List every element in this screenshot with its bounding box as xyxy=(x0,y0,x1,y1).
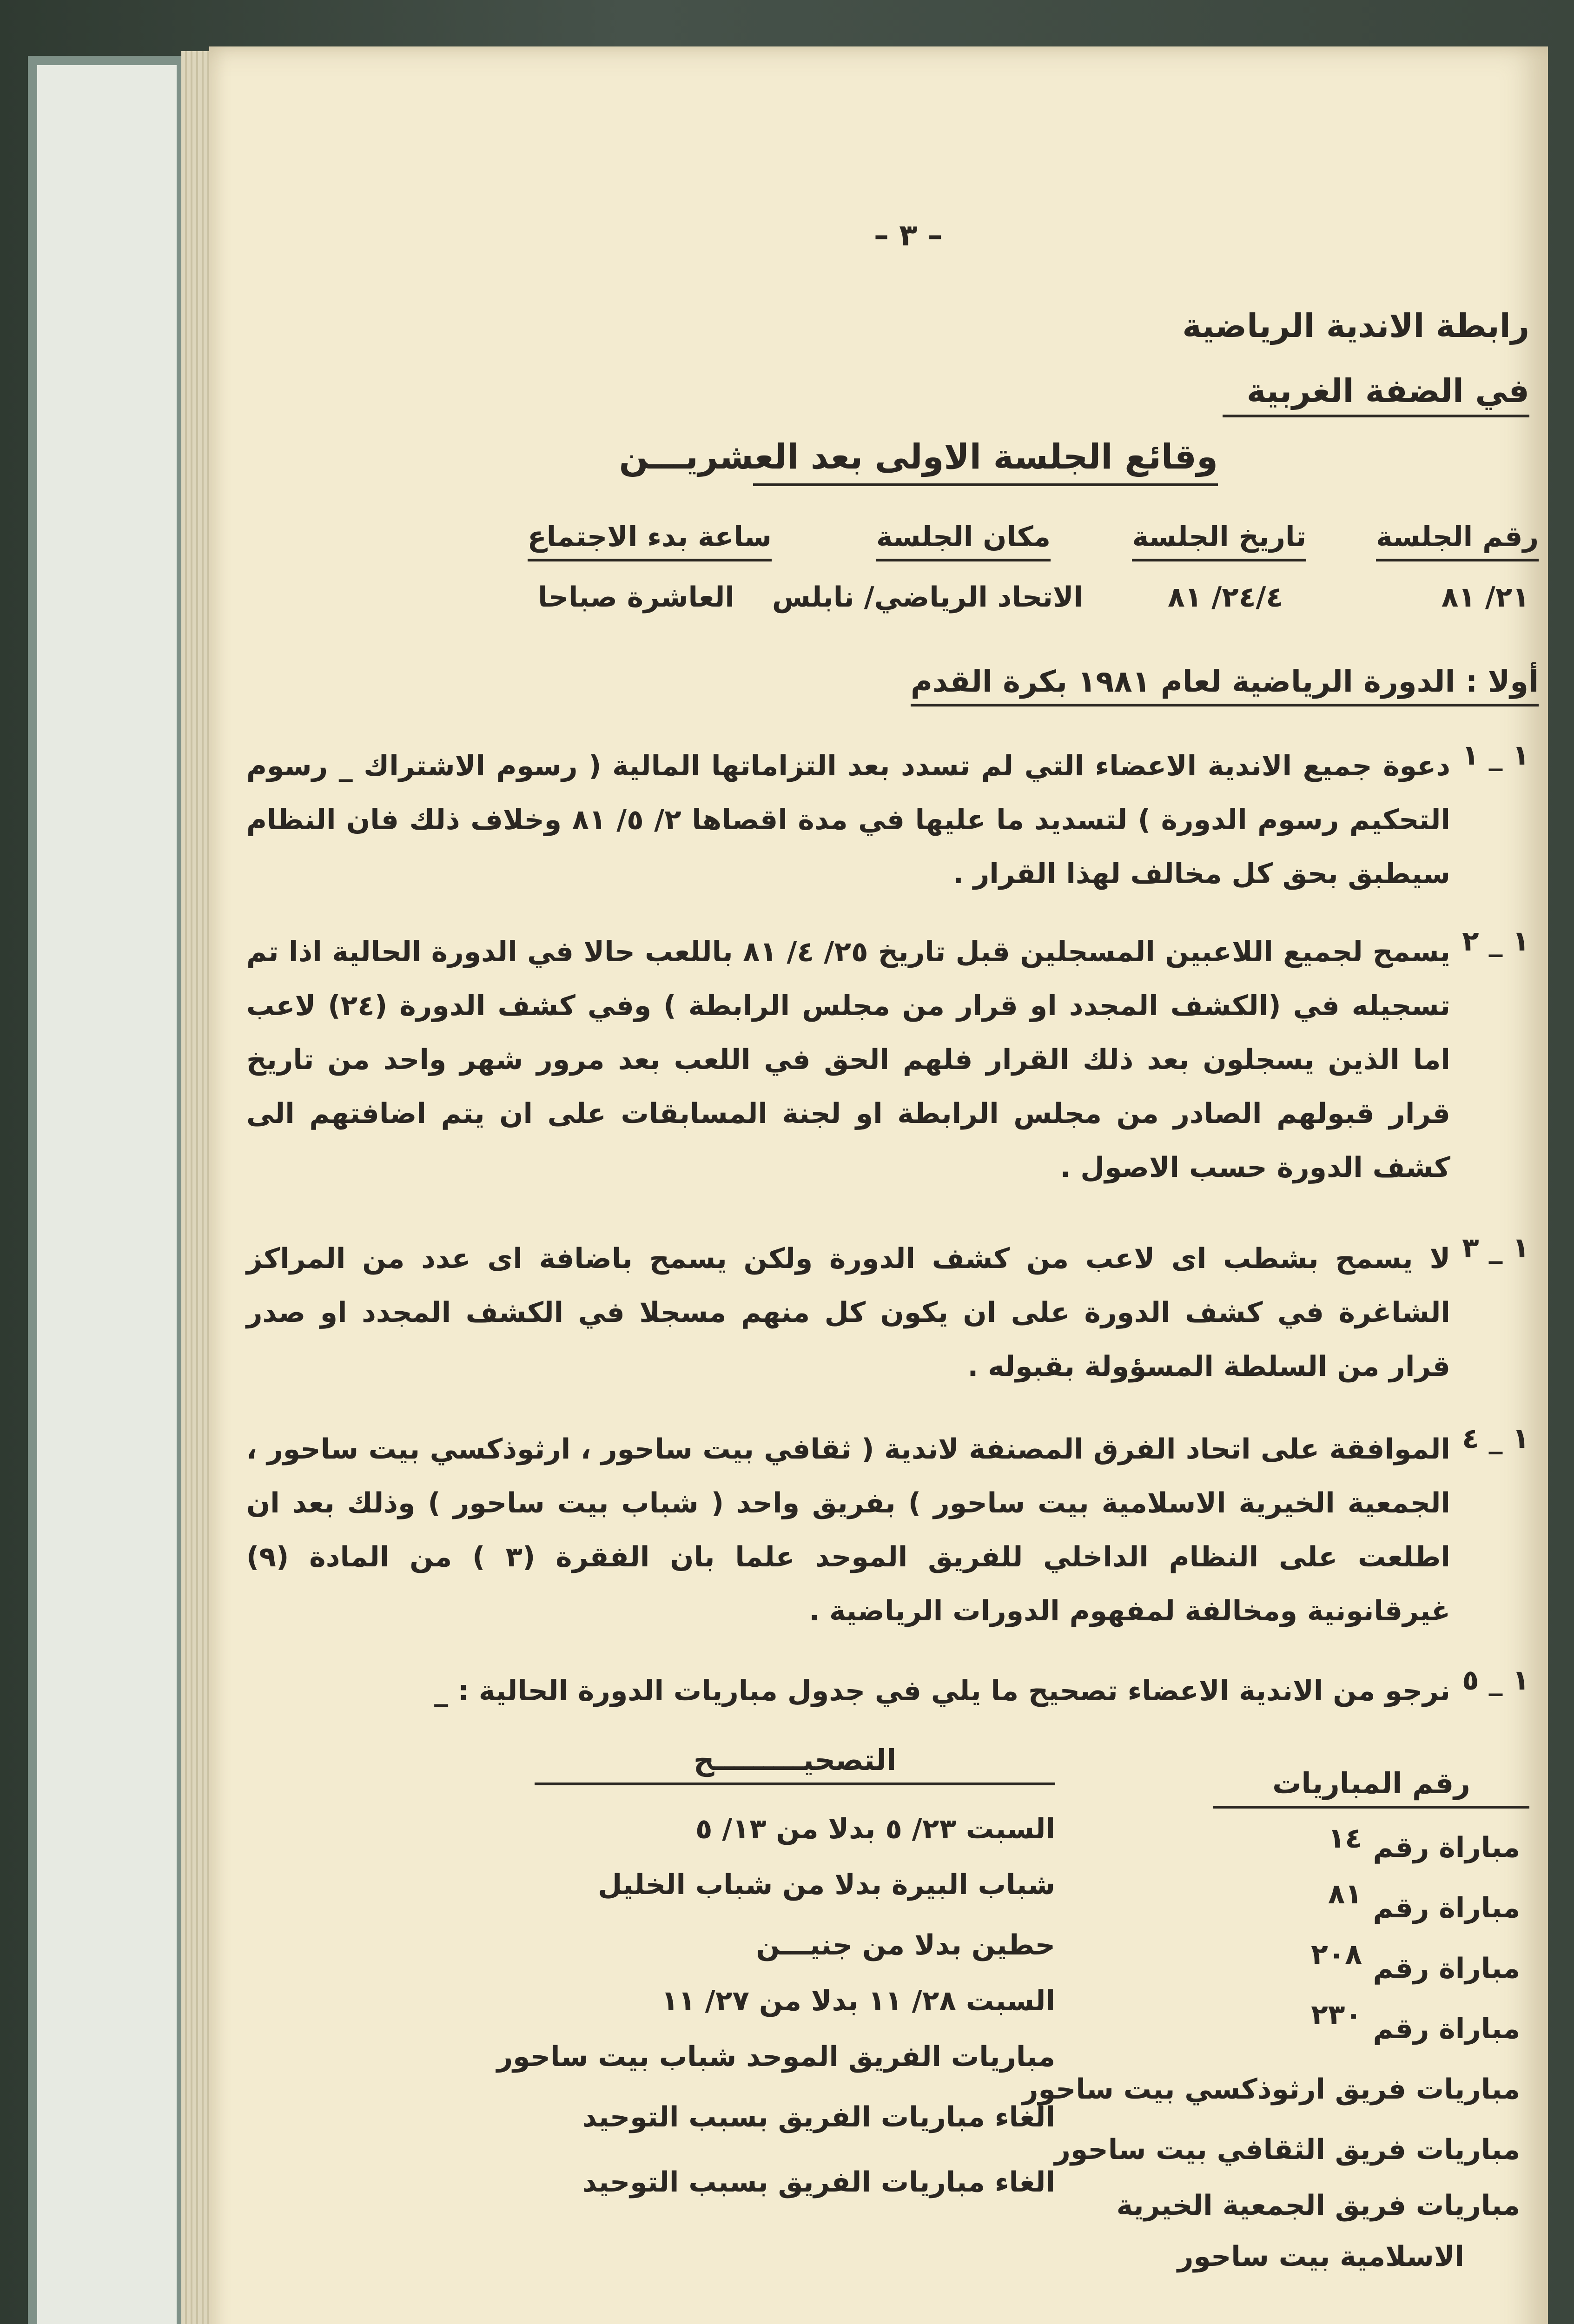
match-label: مباراة رقم xyxy=(1373,1952,1520,1985)
session-number-value: ٢١/ ٨١ xyxy=(1441,581,1529,614)
col-header-session-date: تاريخ الجلسة xyxy=(1132,521,1306,561)
section-title xyxy=(911,665,1539,699)
col-header-matches: رقم المباريات xyxy=(1213,1766,1529,1809)
item-text: نرجو من الاندية الاعضاء تصحيح ما يلي في جدول مباريات الدورة الحالية : _ xyxy=(434,1675,1450,1707)
match-number: ٢٠٨ xyxy=(1311,1938,1362,1971)
item-number: ١ _ ٢ xyxy=(1462,925,1529,957)
minutes-title: وقائع الجلسة الاولى بعد العشريـــن xyxy=(753,437,1218,486)
item-number: ١ _ ٤ xyxy=(1462,1422,1529,1455)
item-text: يسمح لجميع اللاعبين المسجلين قبل تاريخ ٢٥/ ٤/ ٨١ باللعب حالا في الدورة الحالية اذا تم تسجيله في (الكشف المجدد او قرار من مجلس الرابطة ) وفي كشف الدورة (٢٤) لاعب اما الذين يسجلون بعد ذلك القرار فلهم الحق في اللعب بعد مرور شهر واحد من تاريخ قرار قبولهم الصادر من مجلس الرابطة او لجنة المسابقات على ان يتم اضافتهم الى كشف الدورة حسب الاصول . xyxy=(246,936,1450,1184)
correction-text: حطين بدلا من جنيـــن xyxy=(756,1929,1055,1961)
item-number: ١ _ ٥ xyxy=(1462,1664,1529,1697)
col-header-session-number: رقم الجلسة xyxy=(1376,521,1539,561)
match-number: ٨١ xyxy=(1328,1878,1362,1910)
item-text: دعوة جميع الاندية الاعضاء التي لم تسدد بعد التزاماتها المالية ( رسوم الاشتراك _ رسوم التحكيم رسوم الدورة ) لتسديد ما عليها في مدة اقصاها ٢/ ٥/ ٨١ وخلاف ذلك فان النظام سيطبق بحق كل مخالف لهذا القرار . xyxy=(246,750,1451,890)
match-number: ١٤ xyxy=(1328,1822,1362,1855)
cover-inner-sheet xyxy=(37,65,177,2324)
correction-text: الغاء مباريات الفريق بسبب التوحيد xyxy=(582,2101,1055,2133)
match-label: مباراة رقم xyxy=(1373,1892,1520,1924)
match-label: الاسلامية بيت ساحور xyxy=(1177,2240,1464,2273)
match-number: ٢٣٠ xyxy=(1311,1999,1362,2031)
org-name-line1: رابطة الاندية الرياضية xyxy=(1182,307,1529,345)
item-text: لا يسمح بشطب اى لاعب من كشف الدورة ولكن يسمح باضافة اى عدد من المراكز الشاغرة في كشف الدورة على ان يكون كل منهم مسجلا في الكشف المجدد او صدر قرار من السلطة المسؤولة بقبوله . xyxy=(246,1242,1450,1383)
match-label: مباريات فريق الجمعية الخيرية xyxy=(1116,2189,1520,2222)
correction-text: الغاء مباريات الفريق بسبب التوحيد xyxy=(582,2166,1055,2199)
col-header-session-time: ساعة بدء الاجتماع xyxy=(528,521,772,561)
correction-text: مباريات الفريق الموحد شباب بيت ساحور xyxy=(496,2040,1055,2073)
correction-text: السبت ٢٣/ ٥ بدلا من ١٣/ ٥ xyxy=(695,1813,1055,1845)
match-label: مباراة رقم xyxy=(1373,2013,1520,2045)
page-number: – ٣ – xyxy=(874,218,943,253)
col-header-correction: التصحيـــــــــح xyxy=(535,1743,1055,1785)
session-place-value: الاتحاد الرياضي/ نابلس xyxy=(772,581,1083,614)
document-page xyxy=(209,46,1548,2324)
item-number: ١ _ ١ xyxy=(1462,739,1529,772)
section-title-text: أولا : الدورة الرياضية لعام ١٩٨١ بكرة القدم xyxy=(911,665,1539,706)
session-time-value: العاشرة صباحا xyxy=(538,581,734,614)
match-label: مباريات فريق الثقافي بيت ساحور xyxy=(1054,2133,1520,2166)
match-label: مباريات فريق ارثوذكسي بيت ساحور xyxy=(1022,2073,1520,2106)
session-date-value: ٢٤/٤/ ٨١ xyxy=(1168,581,1283,614)
correction-text: السبت ٢٨/ ١١ بدلا من ٢٧/ ١١ xyxy=(661,1985,1055,2017)
correction-text: شباب البيرة بدلا من شباب الخليل xyxy=(598,1868,1055,1901)
match-label: مباراة رقم xyxy=(1373,1831,1520,1864)
item-text: الموافقة على اتحاد الفرق المصنفة لاندية ( ثقافي بيت ساحور ، ارثوذكسي بيت ساحور ، الجمعية الخيرية الاسلامية بيت ساحور ) بفريق واحد ( شباب بيت ساحور ) وذلك بعد ان اطلعت على النظام الداخلي للفريق الموحد علما بان الفقرة (٣ ) من المادة (٩) غيرقانونية ومخالفة لمفهوم الدورات الرياضية . xyxy=(246,1433,1450,1627)
col-header-session-place: مكان الجلسة xyxy=(876,521,1051,561)
org-name-line2: في الضفة الغربية xyxy=(1223,372,1529,417)
item-number: ١ _ ٣ xyxy=(1462,1232,1529,1264)
